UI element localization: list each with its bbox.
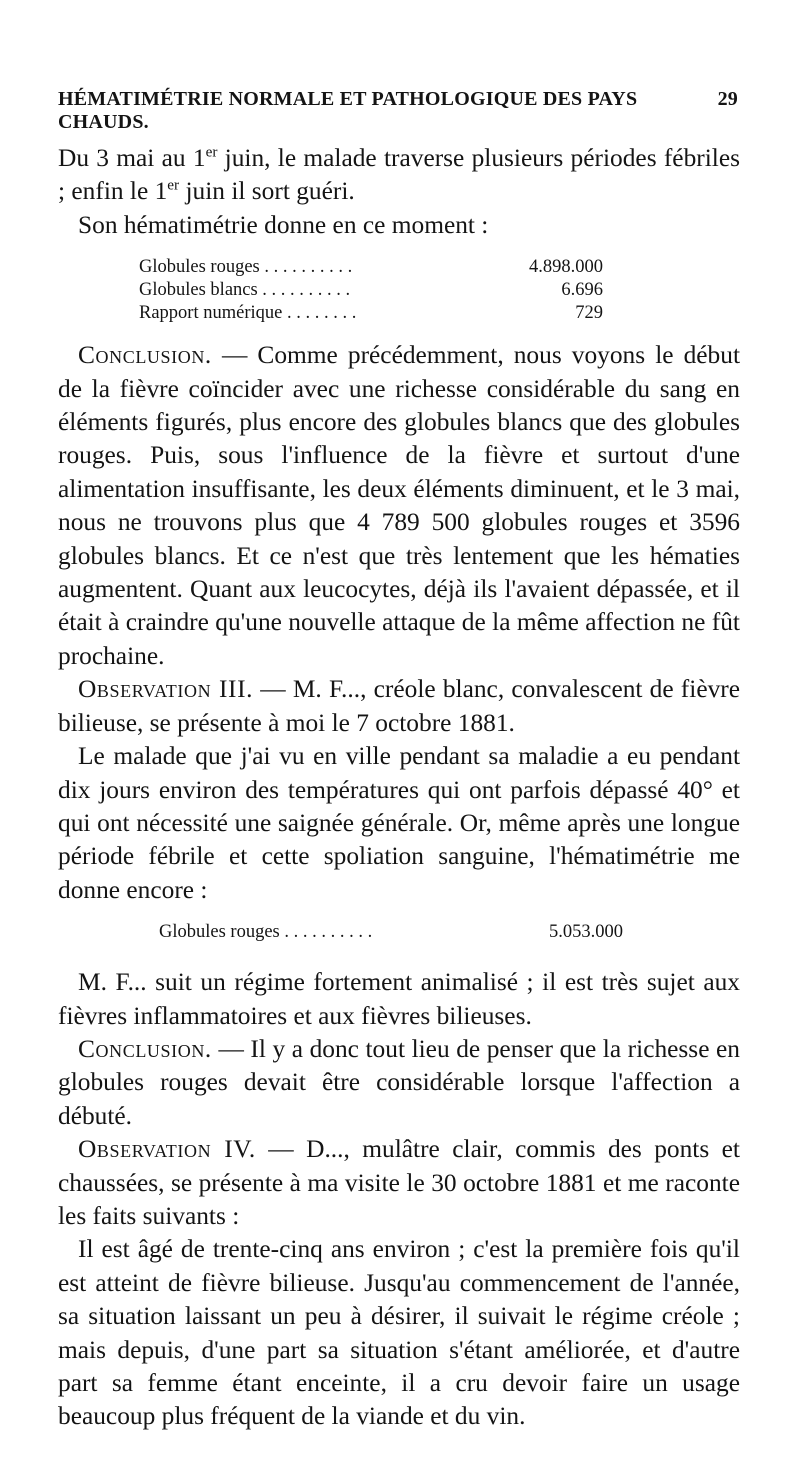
paragraph-observation-4 [58, 1133, 740, 1233]
p1-text-2: juin, le malade traverse plusieurs périodes fébriles ; enfin le 1 [58, 144, 740, 206]
paragraph-observation-3 [58, 673, 740, 740]
paragraph-6: M. F... suit un régime fortement animalisé ; il est très sujet aux fièvres inflammatoires et aux fièvres bilieuses. [58, 968, 740, 1030]
section-label: Observation IV. [78, 1135, 256, 1164]
values-table-1 [139, 256, 740, 325]
paragraph-conclusion-1 [58, 339, 740, 673]
table-value: 729 [575, 303, 603, 324]
table-row [139, 279, 603, 302]
running-title: HÉMATIMÉTRIE NORMALE ET PATHOLOGIQUE DES PAYS CHAUDS. [58, 88, 638, 133]
table-value: 4.898.000 [529, 257, 603, 278]
paragraph-conclusion-2 [58, 1033, 740, 1133]
table-label: Globules rouges . . . . . . . . . . [159, 922, 373, 943]
values-table-2 [159, 921, 740, 944]
p4-text: — M. F..., créole blanc, convalescent de fièvre bilieuse, se présente à moi le 7 octobre 1881. [58, 675, 741, 737]
table-row [159, 921, 623, 944]
p7-text: — Il y a donc tout lieu de penser que la richesse en globules rouges devait être considérable lorsque l'affection a débuté. [58, 1034, 740, 1130]
table-value: 5.053.000 [549, 922, 623, 943]
running-head [58, 88, 740, 134]
paragraph-1 [58, 142, 740, 209]
paragraph-2: Son hématimétrie donne en ce moment : [78, 210, 489, 239]
section-label: Conclusion. [78, 1034, 212, 1063]
page [58, 88, 740, 1434]
p1-superscript-2: er [167, 176, 180, 194]
p1-text-3: juin il sort guéri. [179, 177, 355, 206]
section-label: Conclusion. [78, 341, 212, 370]
paragraph-9: Il est âgé de trente-cinq ans environ ; c'est la première fois qu'il est atteint de fièvre bilieuse. Jusqu'au commencement de l'année, sa situation laissant un peu à désirer, il suivait le régime créole ; mais depuis, d'une part sa situation s'étant améliorée, et d'autre part sa femme étant enceinte, il a cru devoir faire un usage beaucoup plus fréquent de la viande et du vin. [58, 1235, 740, 1431]
table-label: Rapport numérique . . . . . . . . [139, 303, 357, 324]
p8-text: — D..., mulâtre clair, commis des ponts et chaussées, se présente à ma visite le 30 octobre 1881 et me raconte les faits suivants : [58, 1135, 740, 1230]
table-label: Globules rouges . . . . . . . . . . [139, 257, 353, 278]
p3-text: — Comme précédemment, nous voyons le début de la fièvre coïncider avec une richesse considérable du sang en éléments figurés, plus encore des globules blancs que des globules rouges. Puis, sous l'influence de la fièvre et surtout d'une alimentation insuffisante, les deux éléments diminuent, et le 3 mai, nous ne trouvons plus que 4 789 500 globules rouges et 3596 globules blancs. Et ce n'est que très lentement que les hématies augmentent. Quant aux leucocytes, déjà ils l'avaient dépassée, et il était à craindre qu'une nouvelle attaque de la même affection ne fût prochaine. [58, 341, 740, 670]
page-number: 29 [717, 88, 738, 110]
p1-superscript-1: er [205, 143, 218, 161]
table-row [139, 256, 603, 279]
paragraph-5: Le malade que j'ai vu en ville pendant sa maladie a eu pendant dix jours environ des températures qui ont parfois dépassé 40° et qui ont nécessité une saignée générale. Or, même après une longue période fébrile et cette spoliation sanguine, l'hématimétrie me donne encore : [58, 742, 740, 904]
table-label: Globules blancs . . . . . . . . . . [139, 280, 351, 301]
p1-text-1: Du 3 mai au 1 [58, 144, 206, 172]
table-value: 6.696 [561, 280, 603, 301]
table-row [139, 302, 603, 325]
section-label: Observation III. [78, 675, 254, 704]
